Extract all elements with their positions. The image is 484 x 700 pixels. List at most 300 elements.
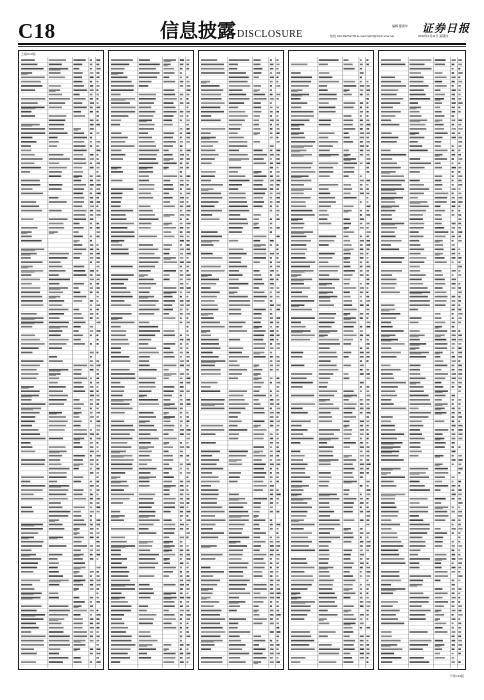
table-cell-text	[21, 396, 32, 397]
table-cell-text	[49, 515, 68, 517]
table-cell-text	[186, 558, 190, 560]
table-cell-text	[381, 468, 401, 470]
table-cell-text	[49, 300, 64, 302]
table-cell-text	[381, 274, 392, 276]
table-cell-text	[253, 134, 257, 135]
table-cell-text	[291, 95, 302, 96]
table-cell-text	[435, 618, 440, 620]
table-cell-text	[458, 270, 460, 272]
table-cell-text	[186, 455, 189, 457]
table-cell-text	[319, 98, 337, 100]
table-cell-text	[452, 550, 455, 552]
table-cell-text	[253, 597, 266, 599]
table-cell-text	[229, 603, 239, 604]
table-cell-text	[458, 339, 462, 341]
table-cell-text	[343, 464, 352, 466]
table-cell-text	[90, 141, 92, 143]
table-cell-text	[253, 433, 264, 435]
table-cell-text	[458, 610, 461, 612]
table-cell-text	[111, 227, 127, 229]
table-cell-text	[343, 502, 353, 504]
table-cell-text	[49, 292, 63, 294]
table-cell-text	[360, 541, 363, 543]
table-cell-text	[270, 481, 272, 483]
table-cell-text	[21, 267, 28, 268]
table-cell-text	[276, 206, 278, 208]
table-cell-text	[435, 253, 443, 255]
table-cell-text	[180, 618, 182, 620]
table-cell-text	[381, 378, 394, 380]
table-cell-text	[381, 369, 401, 371]
table-cell-text	[96, 395, 99, 397]
table-cell-text	[410, 94, 426, 96]
table-cell-text	[366, 485, 368, 487]
table-cell-text	[276, 610, 279, 612]
table-cell-text	[452, 343, 456, 345]
table-cell-text	[201, 507, 222, 509]
table-cell-text	[291, 545, 309, 547]
table-cell-text	[291, 201, 306, 203]
table-cell-text	[163, 623, 171, 625]
table-cell-text	[96, 261, 99, 263]
table-cell-text	[201, 240, 219, 242]
table-cell-text	[435, 648, 442, 650]
table-cell-text	[49, 64, 62, 66]
table-cell-text	[381, 580, 401, 582]
table-cell-text	[253, 173, 258, 174]
table-cell-text	[201, 605, 214, 607]
table-cell-text	[360, 68, 362, 70]
table-cell-text	[381, 218, 392, 220]
table-cell-text	[435, 627, 443, 629]
table-cell-text	[163, 414, 166, 415]
table-cell-text	[435, 120, 443, 122]
table-cell-text	[435, 476, 445, 478]
table-cell-text	[452, 425, 456, 427]
table-cell-text	[111, 571, 129, 573]
table-cell-text	[410, 502, 420, 504]
table-cell-text	[366, 421, 369, 423]
table-cell-text	[343, 352, 351, 354]
table-cell-text	[201, 597, 211, 599]
table-cell-text	[452, 132, 455, 134]
table-cell-text	[381, 85, 406, 87]
table-cell-text	[452, 72, 455, 74]
table-cell-text	[410, 236, 424, 238]
table-cell-text	[111, 150, 121, 152]
table-cell-text	[291, 309, 312, 311]
table-cell-text	[111, 231, 134, 233]
table-cell-text	[163, 558, 169, 560]
table-cell-text	[276, 326, 278, 328]
table-cell-text	[49, 253, 69, 255]
table-cell-text	[229, 593, 250, 595]
table-cell-text	[360, 115, 362, 117]
table-cell-text	[180, 59, 184, 61]
table-cell-text	[291, 332, 303, 333]
table-cell-text	[186, 554, 189, 556]
table-cell-text	[319, 446, 334, 448]
table-cell-text	[360, 72, 364, 74]
table-cell-text	[229, 72, 246, 74]
table-cell-text	[180, 68, 183, 70]
table-cell-text	[381, 210, 395, 212]
table-cell-text	[253, 472, 266, 474]
table-cell-text	[291, 386, 303, 388]
table-cell-text	[452, 279, 456, 281]
table-cell-text	[201, 661, 223, 663]
table-cell-text	[90, 524, 93, 526]
table-cell-text	[96, 425, 100, 427]
table-cell-text	[229, 283, 249, 285]
table-cell-text	[111, 249, 128, 251]
table-cell-text	[180, 545, 183, 547]
table-cell-text	[276, 81, 278, 83]
table-cell-text	[180, 494, 184, 496]
table-cell-text	[366, 292, 368, 294]
table-cell-text	[111, 107, 136, 109]
table-cell-text	[381, 646, 391, 647]
table-cell-text	[366, 408, 370, 410]
table-cell-text	[319, 575, 330, 577]
table-cell-text	[253, 502, 260, 504]
table-cell-text	[229, 451, 248, 453]
table-cell-text	[21, 538, 29, 539]
table-cell-text	[253, 425, 260, 427]
table-cell-text	[186, 610, 189, 612]
table-cell-text	[270, 304, 274, 306]
table-cell-text	[90, 614, 92, 616]
table-cell-text	[458, 455, 462, 457]
table-cell-text	[360, 558, 363, 560]
table-cell-text	[201, 276, 207, 277]
table-cell-text	[291, 257, 306, 259]
table-cell-text	[111, 223, 134, 225]
table-cell-text	[111, 429, 135, 431]
table-cell-text	[180, 206, 183, 208]
table-cell-text	[319, 313, 336, 315]
table-cell-text	[435, 395, 446, 397]
table-cell-text	[163, 107, 175, 109]
table-cell-text	[90, 270, 94, 272]
table-cell-text	[253, 163, 266, 165]
table-cell-text	[291, 115, 314, 117]
table-cell-text	[229, 261, 241, 263]
table-cell-text	[343, 253, 350, 255]
table-cell-text	[73, 317, 83, 319]
table-cell-text	[201, 627, 223, 629]
table-cell-text	[90, 317, 93, 319]
table-cell-text	[435, 382, 442, 384]
table-cell-text	[201, 89, 223, 91]
table-cell-text	[253, 528, 260, 530]
table-cell-text	[452, 154, 456, 156]
table-cell-text	[163, 115, 173, 117]
table-cell-text	[270, 107, 273, 109]
table-cell-text	[410, 605, 422, 607]
table-cell-text	[186, 214, 189, 216]
table-cell-text	[180, 601, 182, 603]
table-cell-text	[49, 584, 59, 586]
table-cell-text	[343, 365, 350, 367]
table-cell-text	[186, 128, 189, 130]
table-cell-text	[163, 551, 168, 552]
table-cell-text	[319, 64, 328, 66]
table-cell-text	[180, 163, 182, 165]
table-cell-text	[381, 395, 397, 397]
table-cell-text	[410, 345, 420, 346]
table-cell-text	[381, 173, 390, 174]
table-cell-text	[319, 210, 327, 212]
table-cell-text	[319, 373, 333, 375]
table-cell-text	[201, 580, 220, 582]
table-cell-text	[180, 94, 183, 96]
table-cell-text	[201, 636, 220, 638]
table-cell-text	[319, 588, 333, 590]
table-cell-text	[201, 532, 224, 534]
table-cell-text	[435, 218, 442, 220]
table-cell-text	[49, 102, 65, 104]
table-cell-text	[410, 89, 424, 91]
table-cell-text	[435, 356, 441, 358]
table-cell-text	[366, 184, 368, 186]
table-cell-text	[73, 575, 82, 577]
table-cell-text	[21, 481, 30, 483]
table-cell-text	[319, 459, 339, 461]
table-cell-text	[319, 568, 328, 569]
table-cell-text	[180, 481, 183, 483]
table-cell-text	[201, 175, 215, 177]
table-cell-text	[276, 416, 278, 418]
table-cell-text	[319, 507, 330, 509]
table-cell-text	[180, 64, 183, 66]
table-cell-text	[381, 653, 394, 655]
table-cell-text	[270, 227, 272, 229]
table-cell-text	[186, 601, 189, 603]
table-cell-text	[381, 287, 395, 289]
table-cell-text	[270, 171, 272, 173]
table-cell-text	[410, 390, 424, 392]
table-cell-text	[201, 137, 216, 139]
table-cell-text	[291, 382, 313, 384]
table-cell-text	[410, 304, 430, 306]
table-cell-text	[270, 210, 272, 212]
table-cell-text	[139, 390, 152, 392]
table-cell-text	[360, 128, 363, 130]
table-cell-text	[96, 309, 98, 311]
table-cell-text	[49, 68, 68, 70]
table-cell-text	[343, 530, 347, 531]
table-cell-text	[410, 59, 432, 61]
table-cell-text	[343, 107, 353, 109]
table-column-1	[18, 50, 104, 670]
table-cell-text	[73, 601, 84, 603]
table-cell-text	[435, 541, 443, 543]
table-cell-text	[111, 188, 133, 190]
table-cell-text	[139, 77, 157, 79]
table-cell-text	[458, 575, 462, 577]
table-cell-text	[452, 378, 456, 380]
table-cell-text	[381, 532, 397, 534]
table-cell-text	[360, 120, 363, 122]
table-cell-text	[73, 459, 82, 461]
table-cell-text	[49, 154, 64, 156]
table-cell-text	[49, 455, 62, 457]
table-cell-text	[410, 618, 426, 620]
table-cell-text	[21, 476, 44, 478]
table-cell-text	[253, 369, 262, 371]
table-cell-text	[253, 171, 261, 173]
table-cell-text	[291, 455, 305, 457]
table-cell-text	[73, 81, 82, 83]
table-cell-text	[180, 180, 184, 182]
table-cell-text	[291, 519, 304, 521]
table-cell-text	[49, 627, 64, 629]
table-cell-text	[229, 160, 241, 161]
table-cell-text	[73, 403, 83, 405]
table-cell-text	[163, 175, 177, 177]
table-cell-text	[139, 335, 155, 337]
table-cell-text	[360, 644, 364, 646]
table-cell-text	[458, 507, 460, 509]
table-cell-text	[163, 167, 168, 169]
table-cell-text	[73, 64, 82, 66]
table-cell-text	[90, 175, 93, 177]
table-cell-text	[180, 644, 184, 646]
table-cell-text	[270, 584, 273, 586]
table-cell-text	[73, 465, 79, 466]
table-cell-text	[435, 554, 447, 556]
table-cell-text	[21, 369, 37, 371]
table-cell-text	[49, 562, 59, 564]
table-cell-text	[21, 556, 30, 557]
table-cell-text	[21, 661, 36, 663]
table-cell-text	[435, 145, 441, 147]
table-cell-text	[21, 343, 45, 345]
table-cell-text	[21, 584, 32, 586]
table-cell-text	[253, 94, 265, 96]
table-cell-text	[111, 442, 127, 444]
table-cell-text	[270, 300, 273, 302]
table-cell-text	[410, 584, 423, 586]
table-cell-text	[410, 610, 431, 612]
table-cell-text	[21, 270, 43, 272]
table-cell-text	[366, 575, 370, 577]
table-cell-text	[139, 429, 157, 431]
table-cell-text	[381, 341, 391, 342]
table-cell-text	[111, 575, 128, 577]
table-cell-text	[111, 421, 124, 423]
table-cell-text	[163, 541, 172, 543]
table-cell-text	[163, 369, 168, 371]
table-cell-text	[319, 193, 330, 195]
table-cell-text	[229, 98, 250, 100]
table-cell-text	[435, 107, 440, 109]
table-cell-text	[49, 77, 65, 79]
table-cell-text	[291, 580, 314, 582]
table-cell-text	[458, 274, 461, 276]
table-cell-text	[366, 279, 369, 281]
table-cell-text	[270, 631, 274, 633]
table-cell-text	[49, 261, 61, 263]
table-cell-text	[111, 478, 117, 479]
table-cell-text	[366, 360, 368, 362]
table-cell-text	[229, 631, 250, 633]
table-cell-text	[410, 550, 421, 552]
table-cell-text	[96, 184, 100, 186]
table-cell-text	[458, 197, 462, 199]
table-cell-text	[111, 489, 124, 491]
table-cell-text	[163, 160, 169, 161]
table-cell-text	[163, 154, 172, 156]
table-cell-text	[435, 304, 446, 306]
table-cell-text	[163, 296, 172, 298]
table-cell-text	[21, 498, 43, 500]
table-cell-text	[343, 421, 349, 423]
table-cell-text	[410, 279, 422, 281]
table-cell-text	[49, 163, 59, 165]
table-cell-text	[201, 657, 222, 659]
table-cell-text	[163, 287, 176, 289]
table-cell-text	[270, 489, 273, 491]
table-cell-text	[253, 498, 267, 500]
table-cell-text	[111, 519, 124, 521]
table-cell-text	[253, 309, 265, 311]
table-cell-text	[270, 360, 272, 362]
table-cell-text	[410, 558, 431, 560]
table-cell-text	[343, 562, 353, 564]
table-cell-text	[186, 107, 188, 109]
table-cell-text	[343, 171, 354, 173]
table-cell-text	[435, 414, 442, 415]
table-cell-text	[381, 631, 392, 633]
table-cell-text	[381, 163, 397, 165]
table-cell-text	[366, 171, 369, 173]
table-cell-text	[180, 455, 183, 457]
table-cell-text	[186, 240, 189, 242]
table-cell-text	[49, 614, 68, 616]
table-cell-text	[111, 72, 123, 74]
table-cell-text	[366, 588, 368, 590]
table-cell-text	[381, 188, 404, 190]
table-cell-text	[291, 276, 297, 277]
table-cell-text	[435, 313, 441, 315]
table-cell-text	[73, 193, 82, 195]
table-cell-text	[21, 132, 45, 134]
table-cell-text	[96, 416, 98, 418]
table-cell-text	[96, 545, 99, 547]
table-cell-text	[186, 261, 190, 263]
table-cell-text	[139, 339, 151, 341]
table-cell-text	[253, 459, 261, 461]
table-cell-text	[276, 442, 279, 444]
table-cell-text	[458, 317, 462, 319]
table-cell-text	[229, 257, 242, 259]
table-cell-text	[343, 300, 352, 302]
table-cell-text	[139, 292, 150, 294]
table-cell-text	[276, 274, 279, 276]
table-cell-text	[90, 653, 93, 655]
table-cell-text	[186, 653, 190, 655]
table-cell-text	[270, 562, 273, 564]
table-cell-text	[73, 154, 83, 156]
table-cell-text	[276, 537, 279, 539]
table-cell-text	[410, 108, 417, 109]
table-cell-text	[276, 476, 278, 478]
table-cell-text	[435, 597, 443, 599]
table-cell-text	[96, 468, 99, 470]
table-cell-text	[319, 244, 329, 246]
